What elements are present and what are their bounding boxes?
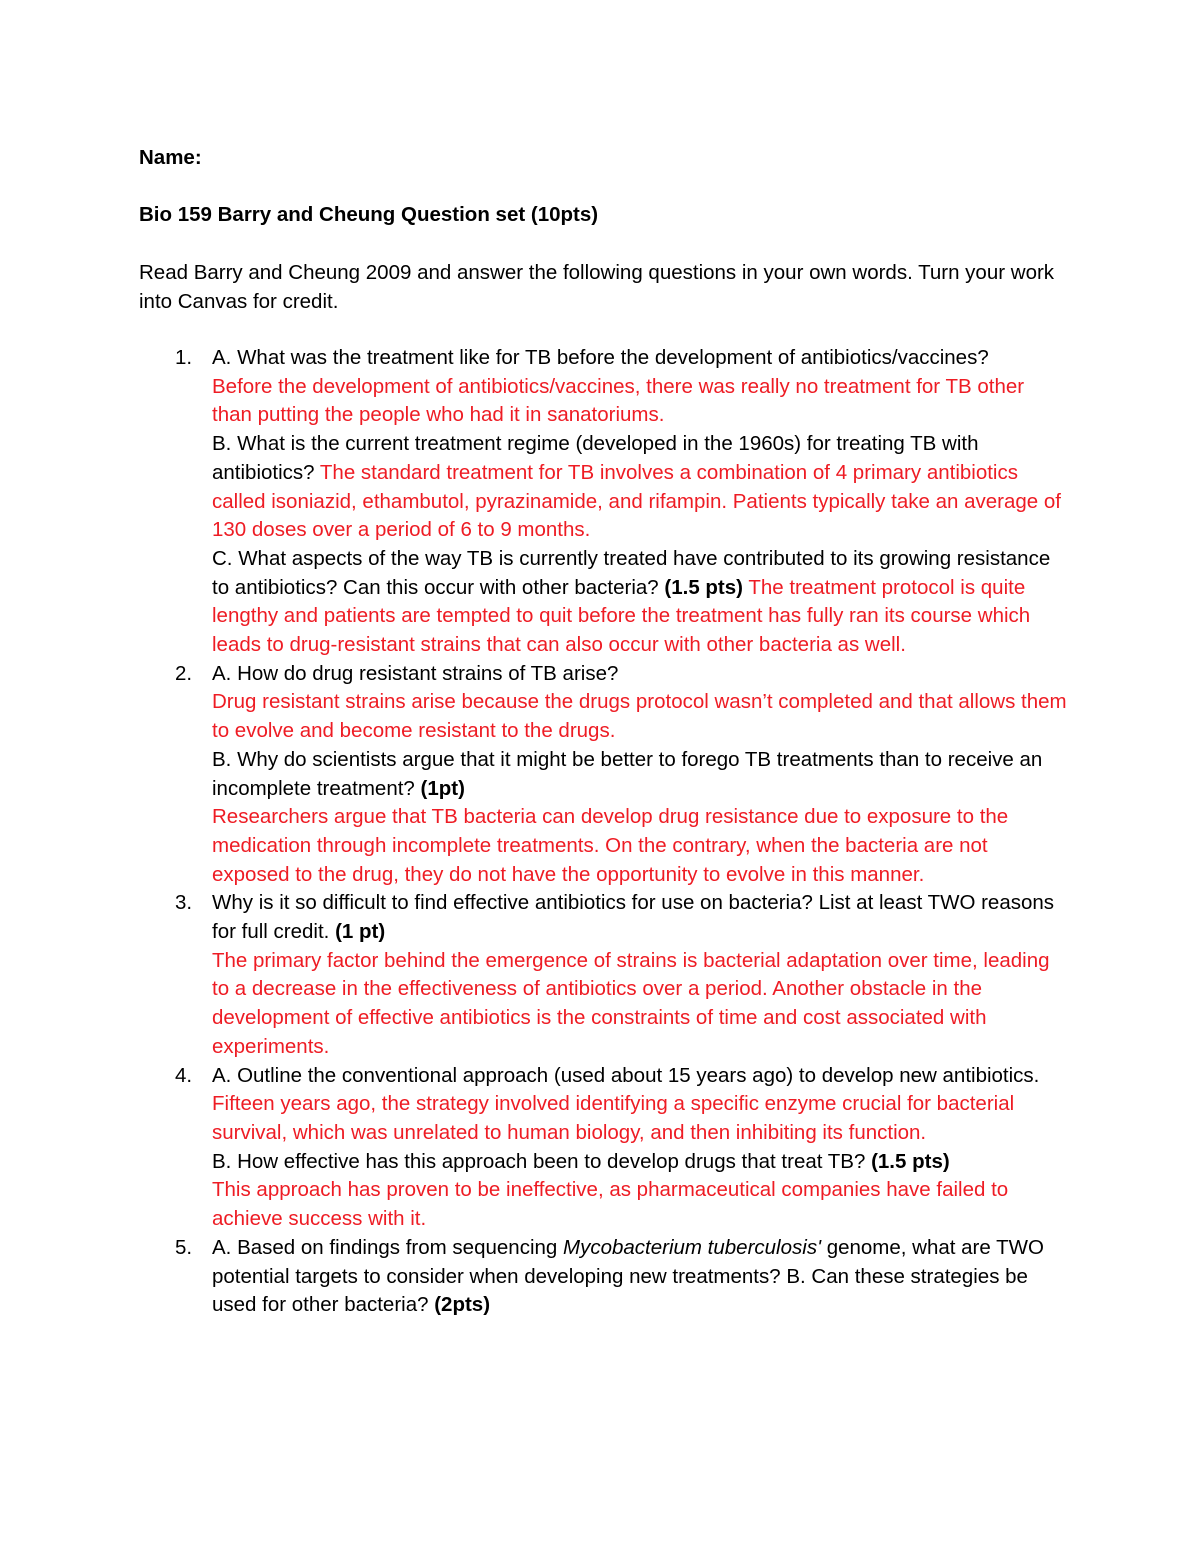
question-number: 2. <box>175 661 193 685</box>
question-2b-text: B. Why do scientists argue that it might be better to forego TB treatments than to receive an incomplete treatment? <box>212 747 1043 800</box>
question-3 <box>139 889 1069 1061</box>
question-2a-text: A. How do drug resistant strains of TB arise? <box>212 661 619 685</box>
question-4b-block <box>212 1148 1069 1177</box>
answer-1a: Before the development of antibiotics/vaccines, there was really no treatment for TB other than putting the people who had it in sanatoriums. <box>212 374 1025 427</box>
answer-3: The primary factor behind the emergence of strains is bacterial adaptation over time, leading to a decrease in the effectiveness of antibiotics over a period. Another obstacle in the development of effective antibiotics is the constraints of time and cost associated with experiments. <box>212 948 1050 1058</box>
name-label: Name: <box>139 146 202 169</box>
question-3-block <box>212 889 1069 946</box>
answer-2b: Researchers argue that TB bacteria can develop drug resistance due to exposure to the medication through incomplete treatments. On the contrary, when the bacteria are not exposed to the drug, they do not have the opportunity to evolve in this manner. <box>212 805 1009 886</box>
question-1a-text: A. What was the treatment like for TB before the development of antibiotics/vaccines? <box>212 346 989 369</box>
answer-1b: The standard treatment for TB involves a combination of 4 primary antibiotics called isoniazid, ethambutol, pyrazinamide, and rifampin. Patients typically take an average of 130 doses over a period of 6 to 9 months. <box>212 460 1061 542</box>
points-badge: (1.5 pts) <box>664 575 743 599</box>
question-2b-block <box>212 746 1069 803</box>
answer-2a: Drug resistant strains arise because the drugs protocol wasn’t completed and that allows them to evolve and become resistant to the drugs. <box>212 690 1067 743</box>
question-1c-block <box>212 545 1069 660</box>
question-5-text-start: A. Based on findings from sequencing <box>212 1235 558 1259</box>
question-number: 4. <box>175 1063 193 1087</box>
question-5-block <box>212 1234 1069 1320</box>
species-name: Mycobacterium tuberculosis' <box>563 1235 821 1259</box>
answer-1c: The treatment protocol is quite lengthy and patients are tempted to quit before the treatment has fully ran its course which leads to drug-resistant strains that can also occur with other bacteria as well. <box>212 575 1031 657</box>
answer-4a: Fifteen years ago, the strategy involved identifying a specific enzyme crucial for bacterial survival, which was unrelated to human biology, and then inhibiting its function. <box>212 1092 1015 1144</box>
question-5-text-end: genome, what are TWO potential targets to consider when developing new treatments? B. Can these strategies be used for other bacteria? <box>212 1235 1044 1317</box>
question-5 <box>139 1234 1069 1320</box>
question-1b-text: B. What is the current treatment regime (developed in the 1960s) for treating TB with antibiotics? <box>212 432 979 484</box>
question-2 <box>139 660 1069 890</box>
question-list <box>139 344 1069 1320</box>
answer-4b: This approach has proven to be ineffective, as pharmaceutical companies have failed to achieve success with it. <box>212 1178 1009 1231</box>
question-4a-text: A. Outline the conventional approach (used about 15 years ago) to develop new antibiotics. <box>212 1063 1040 1087</box>
question-3-text: Why is it so difficult to find effective antibiotics for use on bacteria? List at least TWO reasons for full credit. <box>212 891 1055 944</box>
points-badge: (2pts) <box>434 1293 491 1317</box>
question-1b-block <box>212 430 1069 545</box>
question-4 <box>139 1062 1069 1234</box>
points-badge: (1 pt) <box>335 920 386 944</box>
question-4b-text: B. How effective has this approach been to develop drugs that treat TB? <box>212 1149 866 1173</box>
question-1 <box>139 344 1069 660</box>
document-title: Bio 159 Barry and Cheung Question set (10pts) <box>139 203 599 226</box>
points-badge: (1.5 pts) <box>871 1149 950 1173</box>
points-badge: (1pt) <box>420 776 465 800</box>
question-number: 3. <box>175 891 193 915</box>
question-number: 1. <box>175 346 193 369</box>
instructions-paragraph: Read Barry and Cheung 2009 and answer the following questions in your own words. Turn your work into Canvas for credit. <box>139 261 1055 313</box>
question-number: 5. <box>175 1235 193 1259</box>
question-1c-text: C. What aspects of the way TB is currently treated have contributed to its growing resistance to antibiotics? Can this occur with other bacteria? <box>212 546 1051 599</box>
